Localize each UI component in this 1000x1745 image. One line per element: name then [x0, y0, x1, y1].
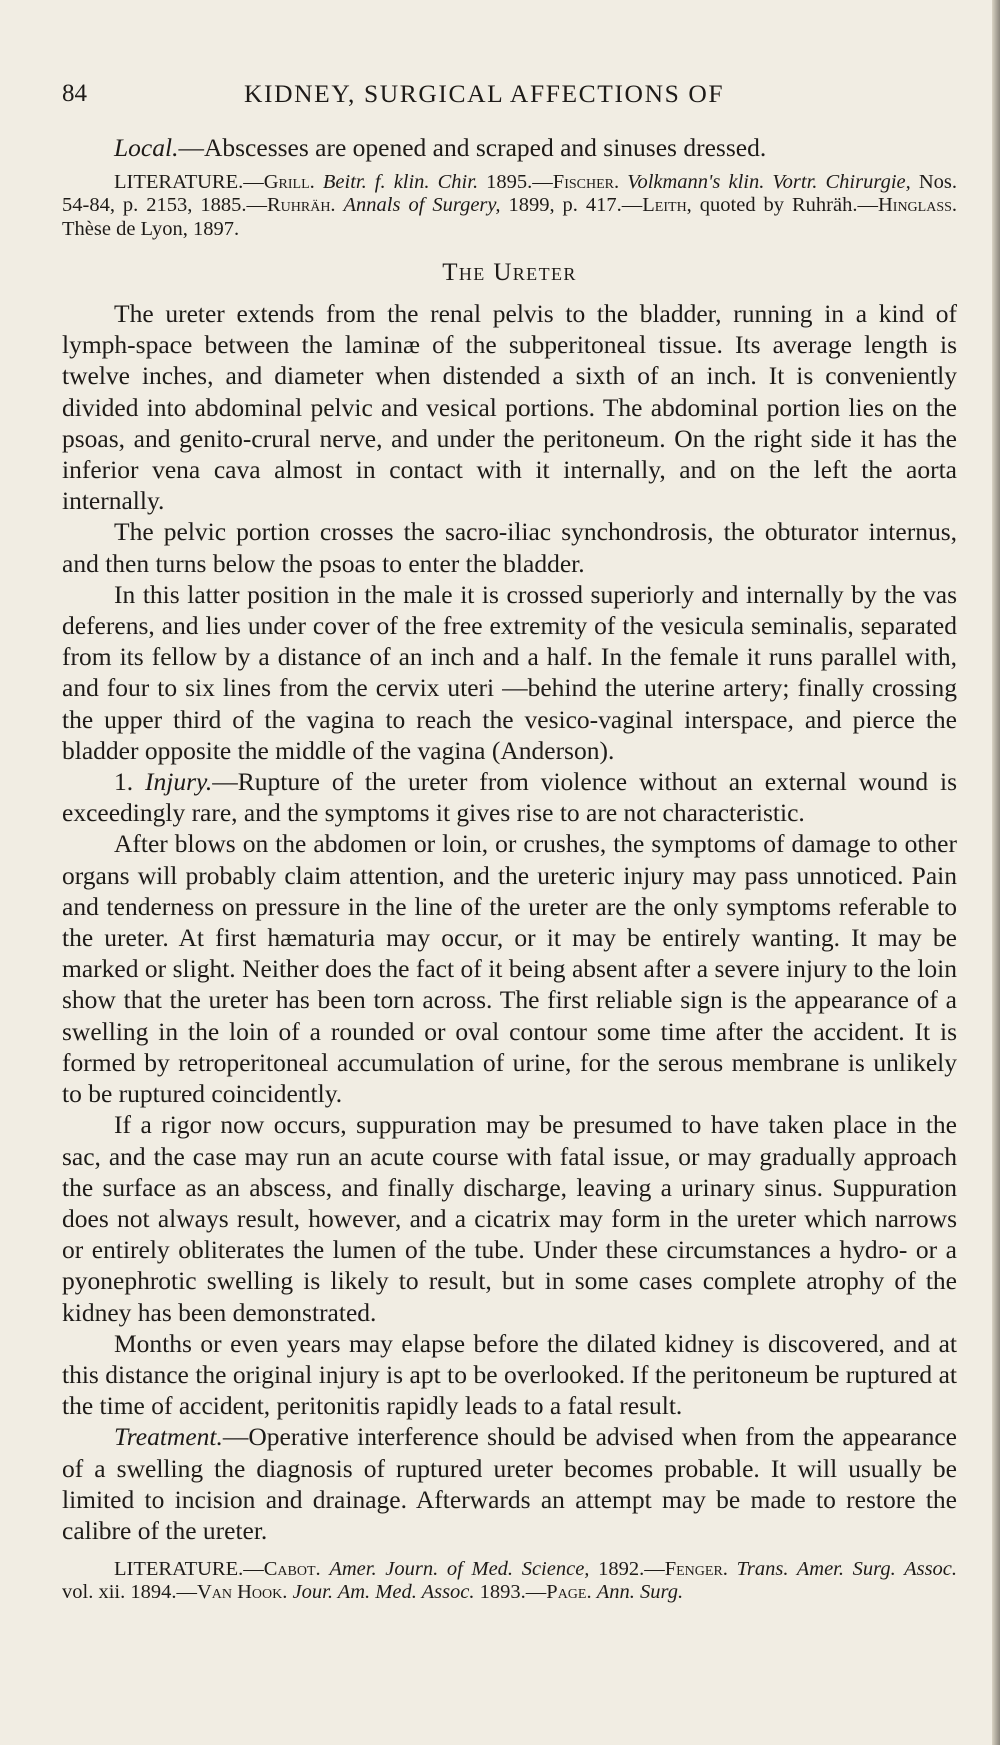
ref-author: Grill.: [263, 171, 315, 194]
local-label: Local.: [114, 133, 179, 162]
paragraph-treatment: [62, 1421, 957, 1546]
ref-journal: Amer. Journ. of Med. Science,: [329, 1558, 590, 1581]
paragraph-dilated-kidney: Months or even years may elapse before the dilated kidney is discovered, and at this distance the original injury is apt to be overlooked. If the peritoneum be ruptured at the time of accident, peritonitis rapidly leads to a fatal result.: [62, 1328, 957, 1421]
paragraph-pelvic-portion: The pelvic portion crosses the sacro-iliac synchondrosis, the obturator internus, and then turns below the psoas to enter the bladder.: [62, 517, 957, 578]
ref-detail: vol. xii. 1894.—: [62, 1581, 197, 1604]
paragraph-symptoms: After blows on the abdomen or loin, or crushes, the symptoms of damage to other organs will probably claim attention, and the ureteric injury may pass unnoticed. Pain and tenderness on pressure in the line of the ureter are the only symptoms referable to the ureter. At first hæmaturia may occur, or it may be entirely wanting. It may be marked or slight. Neither does the fact of it being absent after a severe injury to the loin show that the ureter has been torn across. The first reliable sign is the appearance of a swelling in the loin of a rounded or oval contour some time after the accident. It is formed by retroperitoneal accumulation of urine, for the serous membrane is unlikely to be ruptured coincidently.: [62, 829, 957, 1109]
ref-author: Hinglass.: [877, 194, 958, 217]
ref-journal: Annals of Surgery,: [343, 194, 501, 217]
local-treatment-paragraph: [114, 132, 957, 163]
local-text: —Abscesses are opened and scraped and sinuses dressed.: [178, 133, 767, 162]
section-title: The Ureter: [442, 258, 577, 286]
injury-label: Injury.: [145, 767, 213, 797]
ref-journal: Volkmann's klin. Vortr. Chirurgie,: [627, 171, 911, 194]
paragraph-anatomy: The ureter extends from the renal pelvis to the bladder, running in a kind of lymph-space between the laminæ of the subperitoneal tissue. Its average length is twelve inches, and diameter when distended a sixth of an inch. It is conveniently divided into abdominal pelvic and vesical portions. The abdominal portion lies on the psoas, and genito-crural nerve, and under the peritoneum. On the right side it has the inferior vena cava almost in contact with it internally, and on the left the aorta internally.: [62, 299, 957, 516]
page-header: [62, 78, 957, 118]
injury-text: —Rupture of the ureter from violence without an external wound is exceedingly rare, and the symptoms it gives rise to are not characteristic.: [62, 767, 957, 828]
ref-journal: Trans. Amer. Surg. Assoc.: [736, 1558, 958, 1581]
ref-author: Fischer.: [552, 171, 620, 194]
ref-author: Leith,: [642, 194, 692, 217]
book-page: [62, 78, 957, 1621]
ref-author: Page.: [546, 1581, 592, 1604]
ref-author: Fenger.: [664, 1558, 728, 1581]
treatment-label: Treatment.: [114, 1422, 223, 1452]
ref-detail: 1893.—: [474, 1581, 547, 1604]
ref-detail: 1895.—: [478, 171, 553, 194]
literature-lead: LITERATURE.—: [114, 171, 264, 194]
ref-detail: Nos. 54-84, p. 2153, 1885.—: [62, 171, 957, 217]
treatment-text: —Operative interference should be advised when from the appearance of a swelling the diagnosis of ruptured ureter becomes probable. It will usually be limited to incision and drainage. Afterwards an attempt may be made to restore the calibre of the ureter.: [62, 1422, 957, 1545]
ref-detail: Thèse de Lyon, 1897.: [62, 217, 240, 240]
running-title: KIDNEY, SURGICAL AFFECTIONS OF: [244, 79, 725, 108]
ref-journal: Beitr. f. klin. Chir.: [322, 171, 479, 194]
ref-author: Ruhräh.: [266, 194, 336, 217]
injury-number: 1.: [114, 767, 145, 797]
literature-references-1: [62, 171, 957, 241]
page-edge-shadow: [992, 0, 1000, 1745]
ref-detail: 1899, p. 417.—: [500, 194, 643, 217]
ref-author: Cabot.: [263, 1558, 321, 1581]
paragraph-suppuration: If a rigor now occurs, suppuration may be presumed to have taken place in the sac, and the case may run an acute course with fatal issue, or may gradually approach the surface as an abscess, and finally discharge, leaving a urinary sinus. Suppuration does not always result, however, and a cicatrix may form in the ureter which narrows or entirely obliterates the lumen of the tube. Under these circumstances a hydro- or a pyonephrotic swelling is likely to result, but in some cases complete atrophy of the kidney has been demonstrated.: [62, 1110, 957, 1327]
ref-journal: Ann. Surg.: [596, 1581, 684, 1604]
ref-detail: 1892.—: [589, 1558, 665, 1581]
paragraph-injury: [62, 766, 957, 828]
ref-detail: quoted by Ruhräh.—: [691, 194, 878, 217]
literature-lead: LITERATURE.—: [114, 1558, 264, 1581]
page-number: 84: [62, 80, 87, 107]
ref-author: Van Hook.: [196, 1581, 288, 1604]
ref-journal: Jour. Am. Med. Assoc.: [292, 1581, 475, 1604]
paragraph-vesical-portion: In this latter position in the male it is crossed superiorly and internally by the vas deferens, and lies under cover of the free extremity of the vesicula seminalis, separated from its fellow by a distance of an inch and a half. In the female it runs parallel with, and four to six lines from the cervix uteri —behind the uterine artery; finally crossing the upper third of the vagina to reach the vesico-vaginal interspace, and pierce the bladder opposite the middle of the vagina (Anderson).: [62, 579, 957, 765]
literature-references-2: [62, 1558, 957, 1604]
